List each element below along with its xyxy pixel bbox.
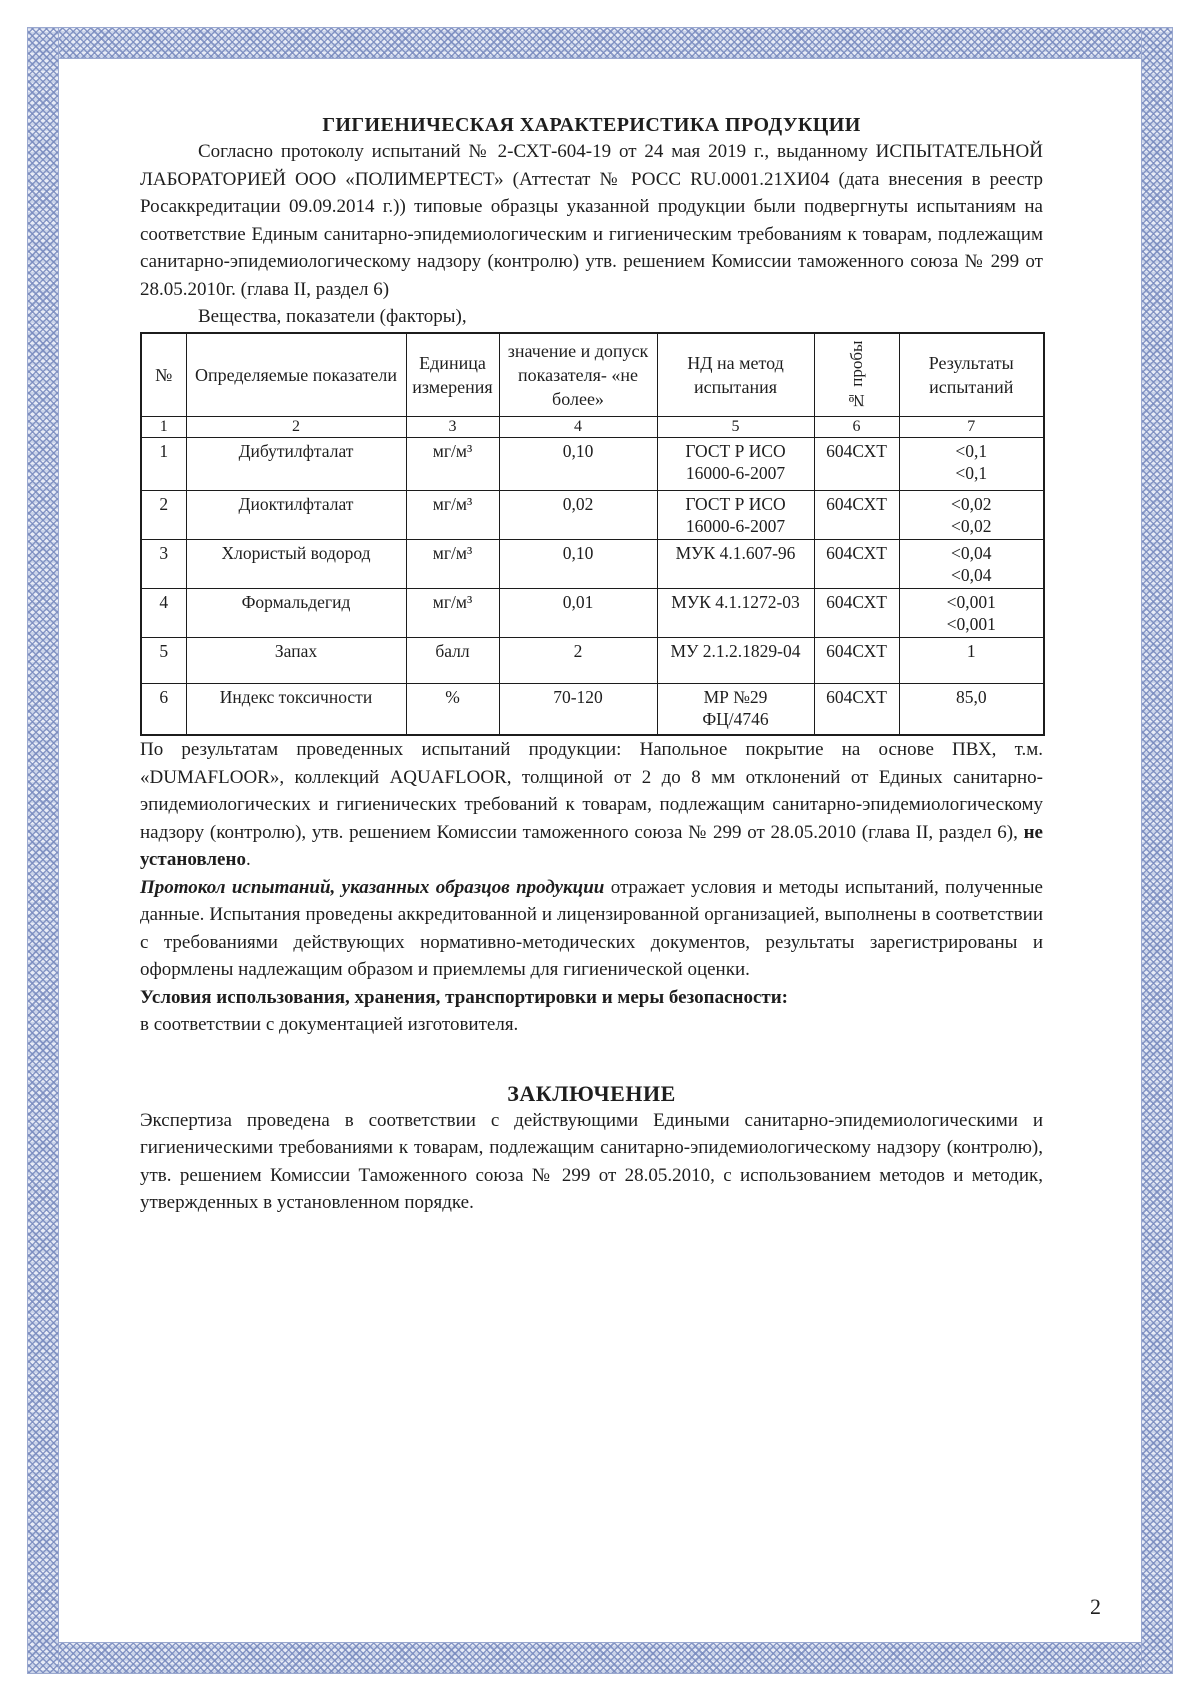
cell-sample: 604СХТ xyxy=(814,438,899,491)
cell-unit: мг/м³ xyxy=(406,589,499,638)
cell-indicator: Индекс токсичности xyxy=(186,684,406,736)
page-title: ГИГИЕНИЧЕСКАЯ ХАРАКТЕРИСТИКА ПРОДУКЦИИ xyxy=(322,114,861,136)
protocol-text: отражает условия и методы испытаний, полученные данные. Испытания проведены аккредитованной и лицензированной организацией, выполнены в соответствии с требованиями действующих нормативно-методических документов, результаты зарегистрированы и оформлены надлежащим образом и приемлемы для гигиенической оценки. xyxy=(140,876,1043,980)
document-content xyxy=(140,0,1043,1217)
cell-method xyxy=(657,491,814,540)
header-unit: Единица измерения xyxy=(406,333,499,417)
cell-sample: 604СХТ xyxy=(814,638,899,684)
guilloche-border-left xyxy=(28,28,58,1673)
test-results-table xyxy=(140,332,1045,736)
cell-indicator: Диоктилфталат xyxy=(186,491,406,540)
result-line: <0,1 xyxy=(955,441,988,461)
guilloche-border-right xyxy=(1142,28,1172,1673)
cell-method: МУ 2.1.2.1829-04 xyxy=(657,638,814,684)
header-indicator: Определяемые показатели xyxy=(186,333,406,417)
cell-results xyxy=(899,540,1044,589)
col-number: 3 xyxy=(406,417,499,438)
method-line: ФЦ/4746 xyxy=(702,709,769,729)
method-line: МР №29 xyxy=(703,687,768,707)
cell-num: 4 xyxy=(141,589,186,638)
cell-indicator: Формальдегид xyxy=(186,589,406,638)
results-verdict-bold: не установлено xyxy=(140,821,1043,870)
method-line: ГОСТ Р ИСО xyxy=(685,494,786,514)
col-number: 1 xyxy=(141,417,186,438)
cell-limit: 0,10 xyxy=(499,540,657,589)
conditions-block xyxy=(140,984,1043,1039)
cell-unit: мг/м³ xyxy=(406,540,499,589)
cell-method xyxy=(657,438,814,491)
result-line: <0,02 xyxy=(951,516,992,536)
cell-sample: 604СХТ xyxy=(814,589,899,638)
method-line: 16000-6-2007 xyxy=(685,516,786,536)
header-sample-vertical-label: № пробы xyxy=(846,340,866,410)
intro-paragraph: Согласно протоколу испытаний № 2-СХТ-604-19 от 24 мая 2019 г., выданному ИСПЫТАТЕЛЬНОЙ ЛАБОРАТОРИЕЙ ООО «ПОЛИМЕРТЕСТ» (Аттестат № РОСС RU.0001.21ХИ04 (дата внесения в реестр Росаккредитации 09.09.2014 г.)) типовые образцы указанной продукции были подвергнуты испытаниям на соответствие Единым санитарно-эпидемиологическим и гигиеническим требованиям к товарам, подлежащим санитарно-эпидемиологическому надзору (контролю) утв. решением Комиссии таможенного союза № 299 от 28.05.2010г. (глава II, раздел 6) xyxy=(140,141,1043,300)
results-text: По результатам проведенных испытаний продукции: Напольное покрытие на основе ПВХ, т.м. «DUMAFLOOR», коллекций AQUAFLOOR, толщиной от 2 до 8 мм отклонений от Единых санитарно-эпидемиологических и гигиенических требований к товарам, подлежащим санитарно-эпидемиологическому надзору (контролю), утв. решением Комиссии таможенного союза № 299 от 28.05.2010 (глава II, раздел 6), xyxy=(140,739,1043,843)
table-header-row xyxy=(141,333,1044,417)
method-line: 16000-6-2007 xyxy=(685,463,786,483)
header-results: Результаты испытаний xyxy=(899,333,1044,417)
results-tail: . xyxy=(245,849,251,870)
col-number: 6 xyxy=(814,417,899,438)
result-line: <0,1 xyxy=(955,463,988,483)
table-row xyxy=(141,491,1044,540)
table-row xyxy=(141,638,1044,684)
result-line: <0,001 xyxy=(946,592,996,612)
protocol-paragraph xyxy=(140,874,1043,984)
column-numbering-row xyxy=(141,417,1044,438)
results-paragraph xyxy=(140,736,1043,874)
cell-limit: 0,02 xyxy=(499,491,657,540)
cell-indicator: Запах xyxy=(186,638,406,684)
header-limit: значение и допуск показателя- «не более» xyxy=(499,333,657,417)
conditions-text: в соответствии с документацией изготовителя. xyxy=(140,1014,519,1035)
cell-unit: мг/м³ xyxy=(406,438,499,491)
result-line: <0,04 xyxy=(951,565,992,585)
cell-limit: 70-120 xyxy=(499,684,657,736)
header-sample xyxy=(814,333,899,417)
cell-num: 2 xyxy=(141,491,186,540)
col-number: 5 xyxy=(657,417,814,438)
cell-unit: % xyxy=(406,684,499,736)
conditions-heading: Условия использования, хранения, транспортировки и меры безопасности: xyxy=(140,986,788,1008)
cell-unit: балл xyxy=(406,638,499,684)
table-row xyxy=(141,438,1044,491)
cell-method xyxy=(657,684,814,736)
cell-indicator: Хлористый водород xyxy=(186,540,406,589)
cell-sample: 604СХТ xyxy=(814,491,899,540)
cell-num: 6 xyxy=(141,684,186,736)
cell-limit: 0,01 xyxy=(499,589,657,638)
cell-num: 1 xyxy=(141,438,186,491)
conclusion-heading: ЗАКЛЮЧЕНИЕ xyxy=(507,1080,676,1106)
cell-limit: 0,10 xyxy=(499,438,657,491)
cell-method: МУК 4.1.607-96 xyxy=(657,540,814,589)
table-caption: Вещества, показатели (факторы), xyxy=(198,306,467,327)
cell-num: 3 xyxy=(141,540,186,589)
cell-indicator: Дибутилфталат xyxy=(186,438,406,491)
cell-unit: мг/м³ xyxy=(406,491,499,540)
col-number: 7 xyxy=(899,417,1044,438)
col-number: 4 xyxy=(499,417,657,438)
cell-num: 5 xyxy=(141,638,186,684)
cell-method: МУК 4.1.1272-03 xyxy=(657,589,814,638)
cell-results: 1 xyxy=(899,638,1044,684)
table-row xyxy=(141,684,1044,736)
result-line: <0,02 xyxy=(951,494,992,514)
cell-results xyxy=(899,438,1044,491)
table-row xyxy=(141,589,1044,638)
page-number: 2 xyxy=(1090,1594,1101,1619)
header-method: НД на метод испытания xyxy=(657,333,814,417)
cell-sample: 604СХТ xyxy=(814,684,899,736)
table-row xyxy=(141,540,1044,589)
guilloche-border-bottom xyxy=(28,1643,1172,1673)
cell-results xyxy=(899,491,1044,540)
cell-results xyxy=(899,589,1044,638)
cell-results: 85,0 xyxy=(899,684,1044,736)
result-line: <0,04 xyxy=(951,543,992,563)
method-line: ГОСТ Р ИСО xyxy=(685,441,786,461)
col-number: 2 xyxy=(186,417,406,438)
conclusion-paragraph: Экспертиза проведена в соответствии с действующими Едиными санитарно-эпидемиологическими и гигиеническими требованиями к товарам, подлежащим санитарно-эпидемиологическому надзору (контролю), утв. решением Комиссии Таможенного союза № 299 от 28.05.2010, с использованием методов и методик, утвержденных в установленном порядке. xyxy=(140,1109,1043,1213)
protocol-lead-bold-italic: Протокол испытаний, указанных образцов продукции xyxy=(140,876,605,898)
cell-sample: 604СХТ xyxy=(814,540,899,589)
result-line: <0,001 xyxy=(946,614,996,634)
header-num: № xyxy=(141,333,186,417)
cell-limit: 2 xyxy=(499,638,657,684)
